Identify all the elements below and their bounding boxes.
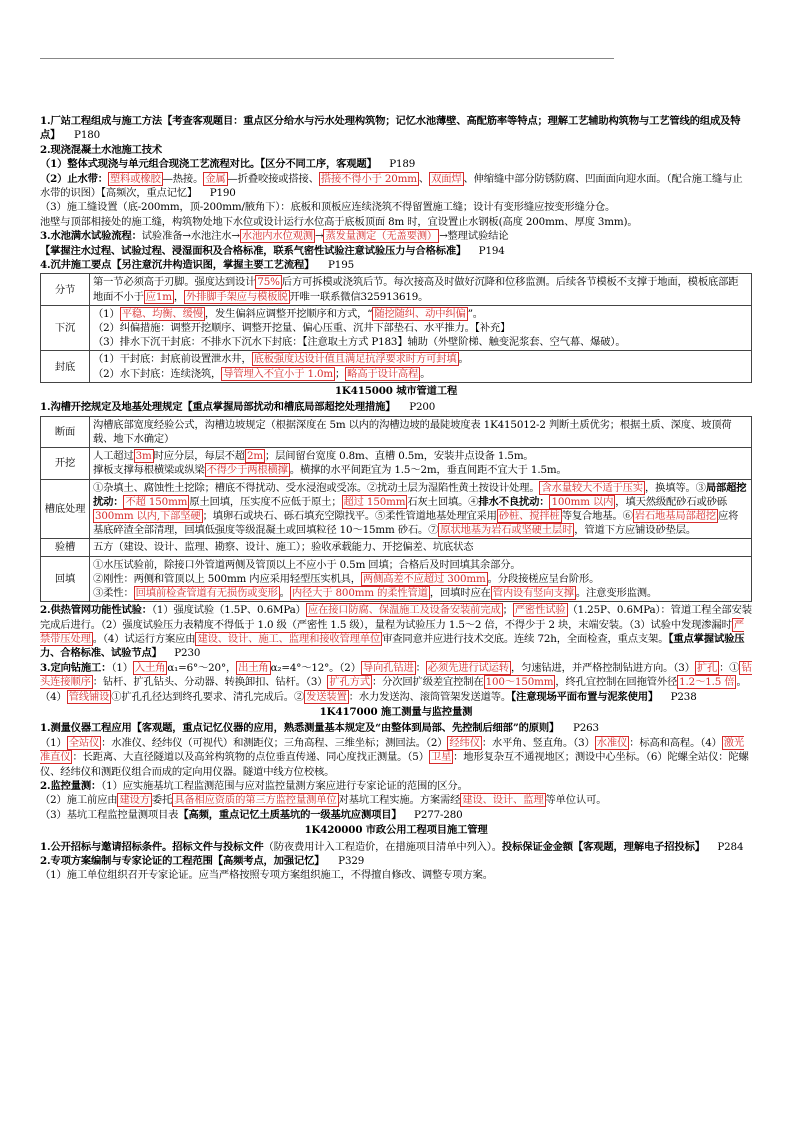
row-content: （1） 平稳、均衡、缓慢 ，发生偏斜应调整开挖顺序和方式，“ 随挖随纠、动中纠偏 ”。 （2）纠偏措施：调整开挖顺序、调整开挖量、偏心压重、沉井下部垫石、水平推力。【补充】 （3）排水下沉干封底：不排水下沉水下封底：【注意取土方式 P183】辅助（外壁阶梯、触变泥浆套、空气幕、爆破）。 xyxy=(90,305,752,351)
row-header: 回填 xyxy=(41,556,90,602)
chapter-heading-survey: 1K417000 施工测量与监控量测 xyxy=(319,705,473,718)
row-content: ①杂填土、腐蚀性土挖除；槽底不得扰动、受水浸泡或受冻。②扰动土层为湿陷性黄土按设计处理。 含水量较大不适于压实 ，换填等。③局部超挖扰动： 不超 150mm 原土回填，压实度不应低于原土； 超过 150mm 石灰土回填。④排水不良扰动： 100mm 以内 ，填天然级配砂石或砂砾300mm 以内,下部坚硬 ；填卵石或块石、砾石填充空隙找平。⑤柔性管道地基处理宜采用 砂桩、搅拌桩 等复合地基。⑥ 岩石地基局部超挖 应将基底碎渣全部清理，回填低强度等级混凝土或回填粒径 10～15mm 砂石。⑦ 原状地基为岩石或坚硬土层时 ，管道下方应铺设砂垫层。 xyxy=(90,479,752,539)
section-3-note: 【掌握注水过程、试验过程、浸湿面积及合格标准，联系气密性试验注意试验压力与合格标准】 P194 xyxy=(40,244,505,257)
monitoring-3: （3）基坑工程监控量测项目表【高频，重点记忆土质基坑的一级基坑应测项目】 P277-280 xyxy=(40,808,463,821)
s2-line-2: （2）止水带： 塑料或橡胶 —热接。 金属 —折叠咬接或搭接、 搭接不得小于 20mm 、 双面焊 、伸缩缝中部分防锈防腐、凹面面向迎水面。（配合施工缝与止水带的识图）【高频次，重点记忆】 P190 xyxy=(40,172,743,200)
header-rule xyxy=(40,58,614,59)
table-row xyxy=(41,351,752,382)
table-row xyxy=(41,556,752,602)
row-header: 分节 xyxy=(41,274,90,305)
row-content: （1）干封底：封底前设置泄水井， 底板强度达设计值且满足抗浮要求时方可封填 。 （2）水下封底：连续浇筑， 导管埋入不宜小于 1.0m ； 略高于设计高程 。 xyxy=(90,351,752,382)
special-plan-title: 2.专项方案编制与专家论证的工程范围【高频考点，加强记忆】 P329 xyxy=(40,855,365,868)
row-header: 开挖 xyxy=(41,448,90,479)
row-content: 第一节必须高于刃脚。强度达到设计 75% 后方可拆模或浇筑后节。每次接高及时做好沉降和位移监测。后续各节模板不支撑于地面，模板底部距地面不小于 应1m ， 外排脚手架应与模板脱 开唯一联系微信325913619。 xyxy=(90,274,752,305)
table-row xyxy=(41,305,752,351)
monitoring-2: （2）施工前应由 建设方 委托 具备相应资质的第三方监控量测单位 对基坑工程实施。方案需经 建设、设计、监理 等单位认可。 xyxy=(40,794,607,807)
row-content: 五方（建设、设计、监理、勘察、设计、施工）；验收承载能力、开挖偏差、坑底状态 xyxy=(90,539,752,556)
special-plan-1: （1）施工单位组织召开专家论证。应当严格按照专项方案组织施工，不得擅自修改、调整专项方案。 xyxy=(40,869,493,882)
s2-line-3: （3）施工缝设置（底-200mm，顶-200mm/腋角下）：底板和顶板应连续浇筑不得留置施工缝；设计有变形缝应按变形缝分仓。 xyxy=(40,201,616,214)
table-row xyxy=(41,479,752,539)
survey-instruments: （1） 全站仪 ：水准仪、经纬仪（可视代）和测距仪；三角高程、三维坐标；测回法。（2） 经纬仪 ：水平角、竖直角。（3） 水准仪 ：标高和高程。（4） 激光准直仪 ：长距离、大直径隧道以及高耸构筑物的点位垂直传递、同心度找正测量。（5） 卫星 ：地形复杂互不通视地区；测设中心坐标。（6）陀螺全站仪：陀螺仪、经纬仪和测距仪组合而成的定向用仪器。隧道中线方位校核。 xyxy=(40,736,749,778)
bidding: 1.公开招标与邀请招标条件。招标文件与投标文件（防夜费用计入工程造价，在措施项目清单中列入）。投标保证金金额【客观题，理解电子招投标】 P284 xyxy=(40,840,744,853)
chapter-heading-pipeline: 1K415000 城市管道工程 xyxy=(334,384,458,397)
caisson-table xyxy=(40,273,752,382)
page-content xyxy=(40,114,752,883)
row-header: 验槽 xyxy=(41,539,90,556)
trench-title: 1.沟槽开挖规定及地基处理规定【重点掌握局部扰动和槽底局部超挖处理措施】 P200 xyxy=(40,401,436,414)
survey-title: 1.测量仪器工程应用【客观题，重点记忆仪器的应用，熟悉测量基本规定及“由整体到局部、先控制后细部”的原则】 P263 xyxy=(40,722,599,735)
row-content: 沟槽底部宽度经验公式，沟槽边坡规定（根据深度在 5m 以内的沟槽边坡的最陡坡度表 1K415012-2 判断土质优劣；根据土质、深度、坡顶荷载、地下水确定） xyxy=(90,416,752,447)
table-row xyxy=(41,539,752,556)
directional-drilling: 3.定向钻施工：（1） 入土角 α₁=6°～20°， 出土角 α₂=4°～12°。（2） 导向孔钻进 ： 必须先进行试运转 ，匀速钻进，并严格控制钻进方向。（3） 扩孔 ：① 钻头连接顺序 ：钻杆、扩孔钻头、分动器、转换卸扣、钻杆。（3） 扩孔方式 ：分次回扩级差宜控制在 100～150mm ，终孔宜控制在回拖管外径 1.2～1.5 倍 。（4） 管线铺设 ①扩孔孔径达到终孔要求、清孔完成后。② 发送装置 ：水力发送沟、滚筒管架发送道等。【注意现场平面布置与泥浆使用】 P238 xyxy=(40,661,752,703)
row-header: 槽底处理 xyxy=(41,479,90,539)
section-2-title: 2.现浇混凝土水池施工技术 xyxy=(40,143,163,156)
trench-table xyxy=(40,416,752,602)
row-content: ①水压试验前，除接口外管道两侧及管顶以上不应小于 0.5m 回填；合格后及时回填其余部分。 ②刚性：两侧和管顶以上 500mm 内应采用轻型压实机具， 两侧高差不应超过 300mm 。分段接槎应呈台阶形。 ③柔性： 回填前检查管道有无损伤或变形 。 内径大于 800mm 的柔性管道 ，回填时应在 管内设有竖向支撑 。注意变形监测。 xyxy=(90,556,752,602)
section-1-title: 1.厂站工程组成与施工方法【考查客观题目：重点区分给水与污水处理构筑物；记忆水池薄壁、高配筋率等特点；理解工艺辅助构筑物与工艺管线的组成及特点】 P180 xyxy=(40,115,741,142)
row-header: 封底 xyxy=(41,351,90,382)
monitoring-1: 2.监控量测：（1）应实施基坑工程监测范围与应对监控量测方案应进行专家论证的范围的区分。 xyxy=(40,780,468,793)
table-row xyxy=(41,416,752,447)
row-content: 人工超过 3m 时应分层，每层不超 2m ；层间留台宽度 0.8m、直槽 0.5m，安装井点设备 1.5m。 撑板支撑每根横梁或纵梁 不得少于两根横撑 。横撑的水平间距宜为 1.5～2m，垂直间距不宜大于 1.5m。 xyxy=(90,448,752,479)
chapter-heading-management: 1K420000 市政公用工程项目施工管理 xyxy=(304,824,488,837)
heating-test: 2.供热管网功能性试验：（1）强度试验（1.5P、0.6MPa） 应在接口防腐、保温施工及设备安装前完成 ； 严密性试验 （1.25P、0.6MPa）：管道工程全部安装完成后进行。（2）强度试验压力表精度不得低于 1.0 级（严密性 1.5 级），量程为试验压力 1.5～2 倍，不得少于 2 块，末端安装。（3）试验中发现渗漏时 严禁带压处理 。（4）试运行方案应由 建设、设计、施工、监理和接收管理单位 审查同意并应进行技术交底。连续 72h，全面检查，重点支架。【重点掌握试验压力、合格标准、试验节点】 P230 xyxy=(40,604,752,660)
section-4-title: 4.沉井施工要点【另注意沉井构造识图，掌握主要工艺流程】 P195 xyxy=(40,259,355,272)
table-row xyxy=(41,448,752,479)
table-row xyxy=(41,274,752,305)
row-header: 下沉 xyxy=(41,305,90,351)
s2-line-4: 池壁与顶部相接处的施工缝，构筑物处地下水位或设计运行水位高于底板顶面 8m 时，宜设置止水钢板(高度 200mm、厚度 3mm)。 xyxy=(40,215,638,228)
row-header: 断面 xyxy=(41,416,90,447)
s2-line-1: （1）整体式现浇与单元组合现浇工艺流程对比。【区分不同工序，客观题】 P189 xyxy=(40,158,416,171)
section-3: 3.水池满水试验流程：试验准备→水池注水→ 水池内水位观测 → 蒸发量测定（无盖要测） →整理试验结论 xyxy=(40,230,509,243)
